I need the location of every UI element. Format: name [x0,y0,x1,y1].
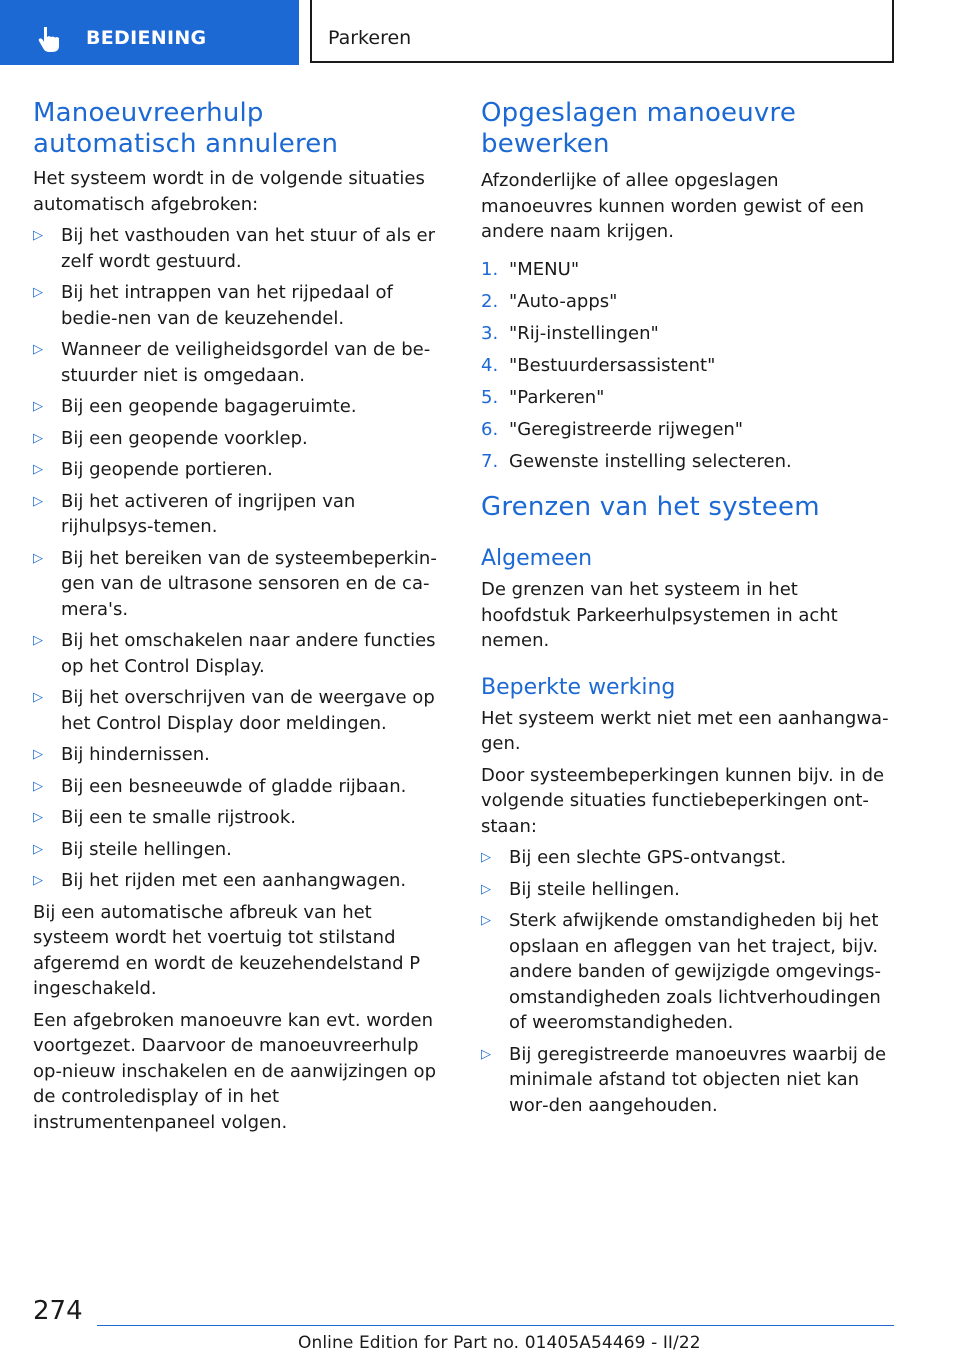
steps-list [481,257,901,475]
list-item: ▷ Bij het overschrijven van de weergave op het Control Display door meldingen. [33,687,435,734]
list-item: ▷ Bij een geopende bagageruimte. [33,394,445,420]
step-item: 7. Gewenste instelling selecteren. [481,450,792,472]
step-item: 6. "Geregistreerde rijwegen" [481,418,744,440]
list-item: ▷ Bij steile hellingen. [33,837,445,863]
bullet-icon: ▷ [481,850,491,865]
bullet-icon: ▷ [33,550,43,566]
bullet-icon: ▷ [33,228,43,243]
section-label: BEDIENING [86,27,207,49]
heading-limited-function: Beperkte werking [481,674,676,700]
auto-abort-paragraph: Bij een automatische afbreuk van het systeem wordt het voertuig tot stilstand afgeremd en wordt de keuzehendelstand P ingeschakeld. [33,901,421,999]
step-item: 5. "Parkeren" [481,386,605,408]
bullet-icon: ▷ [33,690,43,705]
resume-paragraph: Een afgebroken manoeuvre kan evt. worden voortgezet. Daarvoor de manoeuvreerhulp op‐nieuw inschakelen en de aanwijzingen op de controledisplay of in het instrumentenpaneel volgen. [33,1009,436,1133]
bullet-icon: ▷ [33,399,43,414]
heading-auto-cancel: Manoeuvreerhulp automatisch annuleren [33,98,339,159]
auto-cancel-intro: Het systeem wordt in de volgende situaties automatisch afgebroken: [33,168,425,215]
list-item: ▷ Bij steile hellingen. [481,877,901,903]
section-tab [0,0,299,65]
footer-divider [97,1325,894,1326]
cancel-conditions-list [33,223,445,894]
bullet-icon: ▷ [481,881,491,897]
bullet-icon: ▷ [33,778,43,794]
step-item: 1. "MENU" [481,258,580,280]
list-item: ▷ Bij het omschakelen naar andere functies op het Control Display. [33,630,436,677]
bullet-icon: ▷ [33,810,43,825]
list-item: ▷ Bij het rijden met een aanhangwagen. [33,868,445,894]
heading-system-limits: Grenzen van het systeem [481,492,820,522]
list-item: ▷ Bij een te smalle rijstrook. [33,805,445,831]
list-item: ▷ Bij een besneeuwde of gladde rijbaan. [33,774,445,800]
page-number: 274 [33,1296,83,1326]
list-item: ▷ Bij hindernissen. [33,742,445,768]
bullet-icon: ▷ [33,462,43,477]
list-item: ▷ Bij een geopende voorklep. [33,426,445,452]
bullet-icon: ▷ [33,841,43,857]
edition-note: Online Edition for Part no. 01405A54469 - II/22 [298,1333,701,1353]
heading-general: Algemeen [481,546,593,571]
limitations-list [481,845,901,1118]
heading-edit-manoeuvre: Opgeslagen manoeuvre bewerken [481,98,797,159]
bullet-icon: ▷ [481,913,491,928]
bullet-icon: ▷ [33,873,43,888]
left-column [33,98,445,1135]
list-item: ▷ Bij het bereiken van de systeembeperkin‐gen van de ultrasone sensoren en de ca‐mera's. [33,547,437,620]
bullet-icon: ▷ [33,747,43,762]
bullet-icon: ▷ [33,285,43,300]
bullet-icon: ▷ [33,430,43,446]
list-item: ▷ Sterk afwijkende omstandigheden bij het opslaan en afleggen van het traject, bijv. andere banden of gewijzigde omgevings‐omstandigheden zoals lichtverhoudingen of weeromstandigheden. [481,910,882,1033]
list-item: ▷ Bij het vasthouden van het stuur of als er zelf wordt gestuurd. [33,225,436,272]
right-column [481,98,901,1124]
step-item: 4. "Bestuurdersassistent" [481,354,716,376]
general-text: De grenzen van het systeem in het hoofdstuk Parkeerhulpsystemen in acht nemen. [481,579,838,651]
step-item: 2. "Auto-apps" [481,290,618,312]
edit-intro: Afzonderlijke of allee opgeslagen manoeuvres kunnen worden gewist of een andere naam krijgen. [481,170,865,242]
trailer-text: Het systeem werkt niet met een aanhangwa‐gen. [481,707,889,754]
list-item: ▷ Bij geopende portieren. [33,457,445,483]
bullet-icon: ▷ [33,493,43,509]
bullet-icon: ▷ [481,1046,491,1062]
list-item: ▷ Bij geregistreerde manoeuvres waarbij de minimale afstand tot objecten niet kan wor‐den aangehouden. [481,1043,887,1116]
limitations-intro: Door systeembeperkingen kunnen bijv. in de volgende situaties functiebeperkingen ont‐staan: [481,764,885,837]
bullet-icon: ▷ [33,633,43,648]
step-item: 3. "Rij-instellingen" [481,322,659,344]
list-item: ▷ Bij het intrappen van het rijpedaal of bedie‐nen van de keuzehendel. [33,282,393,329]
hand-pointer-icon [38,24,66,54]
topic-label: Parkeren [328,27,412,49]
bullet-icon: ▷ [33,342,43,357]
list-item: ▷ Bij een slechte GPS-ontvangst. [481,845,901,871]
list-item: ▷ Wanneer de veiligheidsgordel van de be‐stuurder niet is omgedaan. [33,339,431,386]
list-item: ▷ Bij het activeren of ingrijpen van rijhulpsys‐temen. [33,490,356,537]
topic-header [310,0,894,63]
